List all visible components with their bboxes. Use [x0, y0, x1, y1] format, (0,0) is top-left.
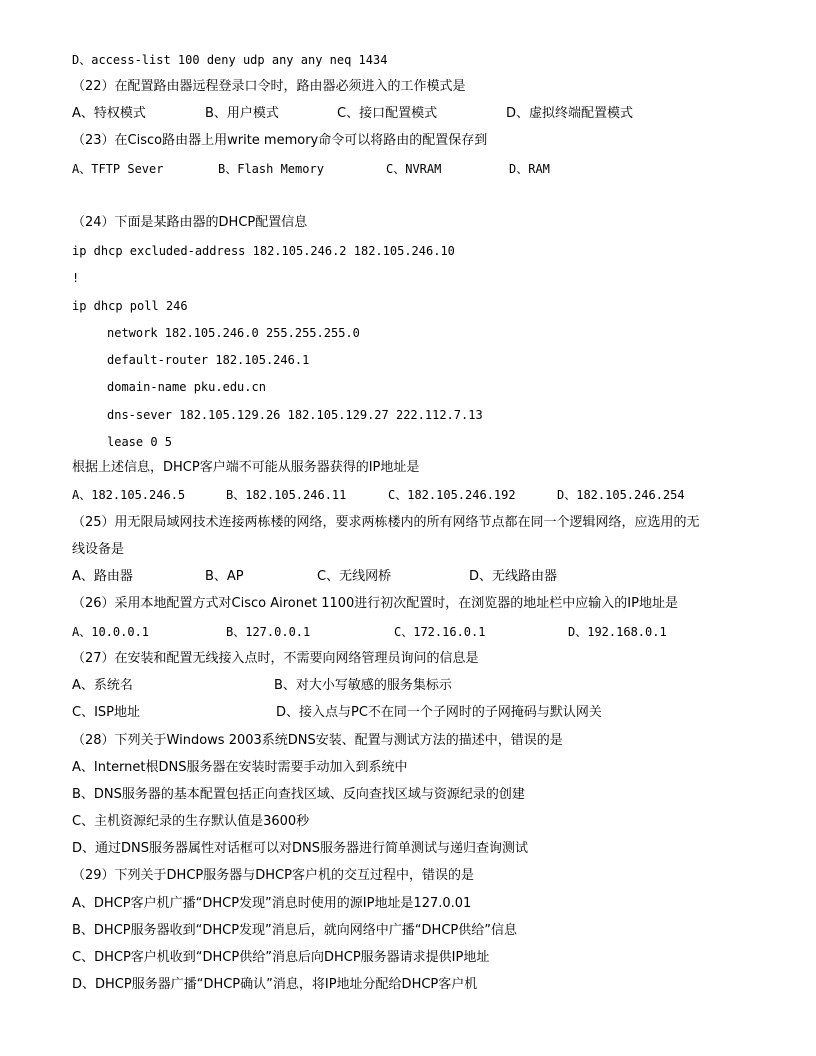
q24-option-d: D、182.105.246.254: [557, 488, 685, 502]
q28-stem: （28）下列关于Windows 2003系统DNS安装、配置与测试方法的描述中，错误的是: [72, 733, 563, 748]
q23-option-a: A、TFTP Sever: [72, 162, 164, 176]
q25-option-a: A、路由器: [72, 569, 133, 584]
q22-option-a: A、特权模式: [72, 106, 146, 121]
q27-option-b: B、对大小写敏感的服务集标示: [274, 678, 452, 693]
q24-question: 根据上述信息，DHCP客户端不可能从服务器获得的IP地址是: [72, 460, 420, 475]
q25-option-d: D、无线路由器: [469, 569, 558, 584]
q28-option-b: B、DNS服务器的基本配置包括正向查找区域、反向查找区域与资源纪录的创建: [72, 787, 525, 802]
q24-config-line: lease 0 5: [107, 435, 173, 449]
q24-option-a: A、182.105.246.5: [72, 488, 186, 502]
q29-option-d: D、DHCP服务器广播“DHCP确认”消息，将IP地址分配给DHCP客户机: [72, 977, 478, 992]
q29-stem: （29）下列关于DHCP服务器与DHCP客户机的交互过程中，错误的是: [72, 868, 474, 883]
q26-option-a: A、10.0.0.1: [72, 625, 150, 639]
q24-option-c: C、182.105.246.192: [388, 488, 516, 502]
q22-stem: （22）在配置路由器远程登录口令时，路由器必须进入的工作模式是: [72, 79, 466, 94]
q26-stem: （26）采用本地配置方式对Cisco Aironet 1100进行初次配置时，在浏览器的地址栏中应输入的IP地址是: [72, 596, 678, 611]
q24-option-b: B、182.105.246.11: [226, 488, 347, 502]
q28-option-d: D、通过DNS服务器属性对话框可以对DNS服务器进行简单测试与递归查询测试: [72, 841, 528, 856]
q25-stem-line1: （25）用无限局域网技术连接两栋楼的网络，要求两栋楼内的所有网络节点都在同一个逻辑网络，应选用的无: [72, 515, 700, 530]
q23-option-c: C、NVRAM: [386, 162, 442, 176]
q27-option-c: C、ISP地址: [72, 705, 141, 720]
q24-config-line: ip dhcp excluded-address 182.105.246.2 182.105.246.10: [72, 244, 455, 258]
q26-option-d: D、192.168.0.1: [568, 625, 667, 639]
q22-option-d: D、虚拟终端配置模式: [506, 106, 634, 121]
q21-option-d: D、access-list 100 deny udp any any neq 1434: [72, 53, 388, 67]
q28-option-c: C、主机资源纪录的生存默认值是3600秒: [72, 814, 310, 829]
q22-option-c: C、接口配置模式: [337, 106, 438, 121]
q27-option-d: D、接入点与PC不在同一个子网时的子网掩码与默认网关: [276, 705, 602, 720]
q29-option-b: B、DHCP服务器收到“DHCP发现”消息后，就向网络中广播“DHCP供给”信息: [72, 923, 517, 938]
q24-stem: （24）下面是某路由器的DHCP配置信息: [72, 215, 308, 230]
q24-config-line: network 182.105.246.0 255.255.255.0: [107, 326, 360, 340]
q26-option-b: B、127.0.0.1: [226, 625, 311, 639]
q27-stem: （27）在安装和配置无线接入点时，不需要向网络管理员询问的信息是: [72, 651, 479, 666]
q28-option-a: A、Internet根DNS服务器在安装时需要手动加入到系统中: [72, 760, 408, 775]
q23-option-d: D、RAM: [509, 162, 550, 176]
q29-option-c: C、DHCP客户机收到“DHCP供给”消息后向DHCP服务器请求提供IP地址: [72, 950, 490, 965]
q23-option-b: B、Flash Memory: [218, 162, 324, 176]
q25-option-c: C、无线网桥: [317, 569, 392, 584]
q24-config-line: default-router 182.105.246.1: [107, 353, 310, 367]
q24-config-line: !: [72, 271, 80, 285]
q24-config-line: domain-name pku.edu.cn: [107, 380, 266, 394]
q29-option-a: A、DHCP客户机广播“DHCP发现”消息时使用的源IP地址是127.0.01: [72, 896, 472, 911]
q25-stem-line2: 线设备是: [72, 542, 125, 557]
q26-option-c: C、172.16.0.1: [394, 625, 486, 639]
q22-option-b: B、用户模式: [205, 106, 279, 121]
q27-option-a: A、系统名: [72, 678, 133, 693]
q25-option-b: B、AP: [205, 569, 244, 584]
q24-config-line: dns-sever 182.105.129.26 182.105.129.27 222.112.7.13: [107, 408, 483, 422]
q24-config-line: ip dhcp poll 246: [72, 299, 188, 313]
q23-stem: （23）在Cisco路由器上用write memory命令可以将路由的配置保存到: [72, 133, 488, 148]
